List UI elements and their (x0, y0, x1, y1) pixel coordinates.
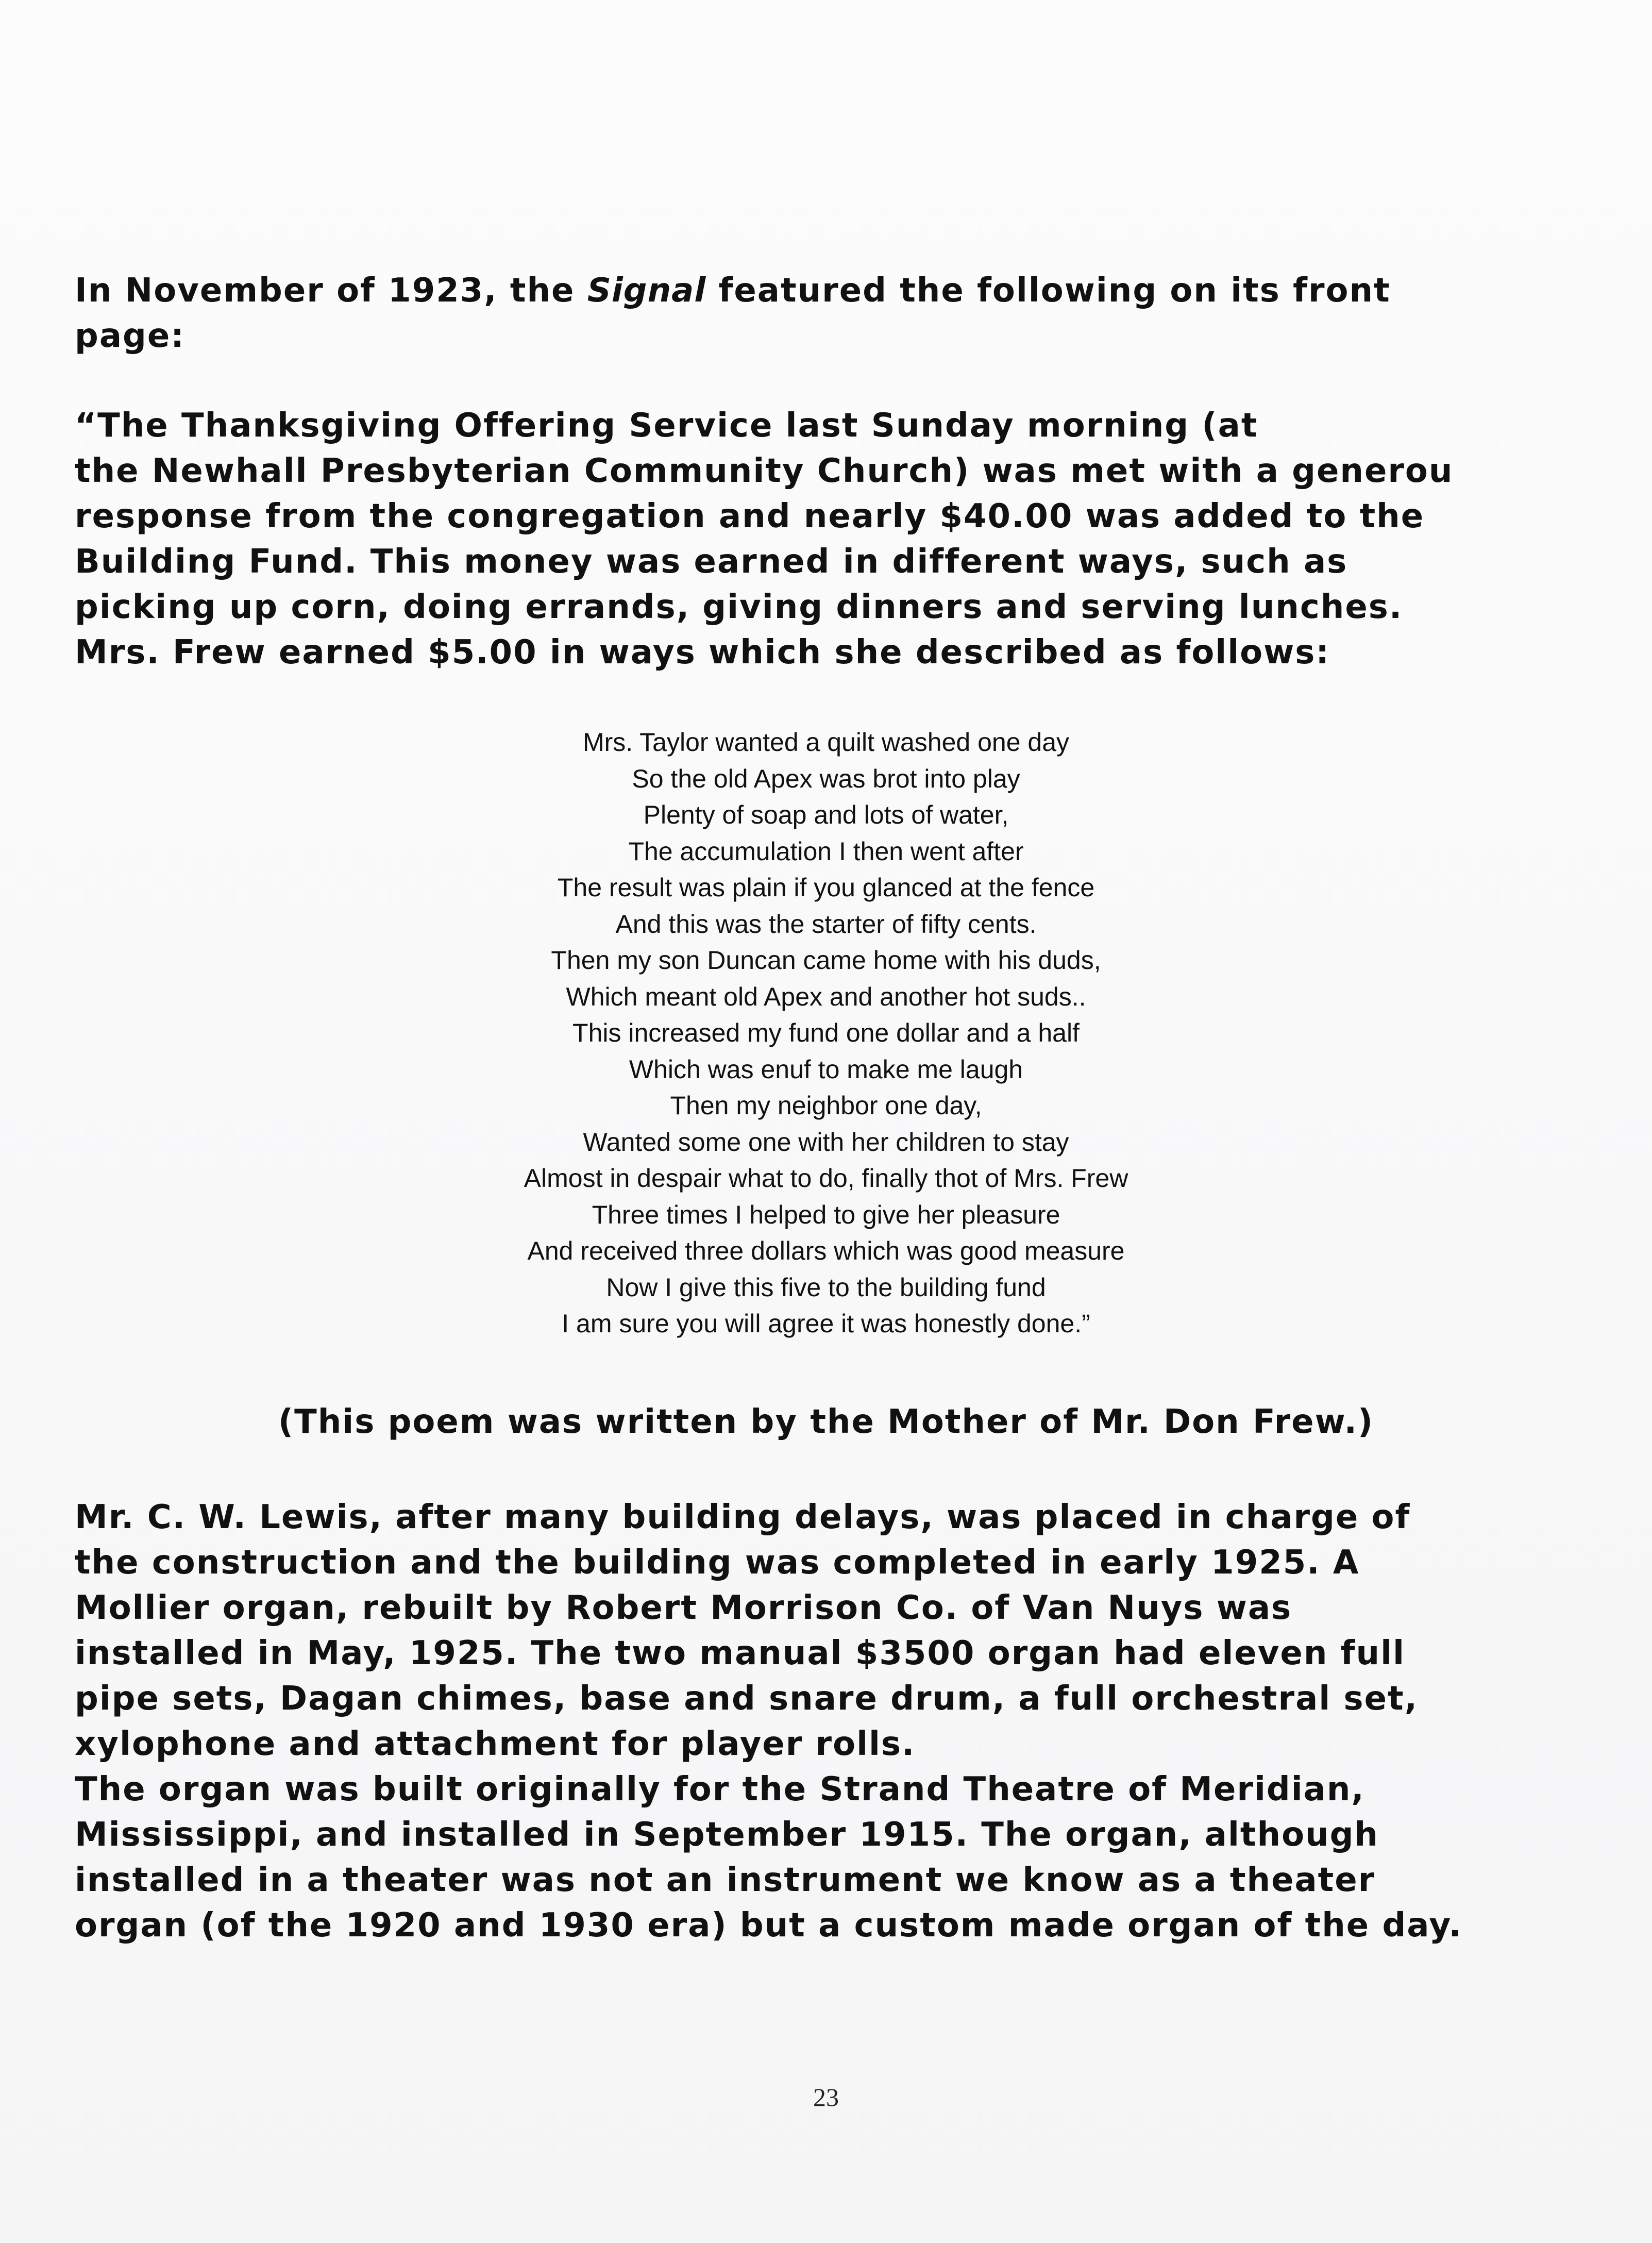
intro-line-1 (75, 268, 1600, 313)
intro-text-before: In November of 1923, the (75, 272, 587, 310)
signal-newspaper-title: Signal (587, 272, 706, 310)
closing-line: Mr. C. W. Lewis, after many building delays, was placed in charge of (75, 1498, 1411, 1536)
quote-line: Building Fund. This money was earned in different ways, such as (75, 543, 1348, 581)
closing-line: the construction and the building was completed in early 1925. A (75, 1544, 1360, 1582)
poem-line: Which meant old Apex and another hot suds.. (566, 982, 1086, 1011)
intro-paragraph (75, 268, 1600, 359)
poem-attribution: (This poem was written by the Mother of Mr. Don Frew.) (278, 1403, 1374, 1441)
closing-line: The organ was built originally for the Strand Theatre of Meridian, (75, 1770, 1365, 1809)
closing-line: organ (of the 1920 and 1930 era) but a custom made organ of the day. (75, 1906, 1462, 1945)
page-number: 23 (813, 2083, 839, 2112)
quote-line: Mrs. Frew earned $5.00 in ways which she described as follows: (75, 633, 1330, 672)
poem-line: Which was enuf to make me laugh (629, 1054, 1023, 1084)
closing-paragraph (75, 1495, 1600, 1948)
poem-line: The result was plain if you glanced at the fence (557, 873, 1095, 902)
poem-line: Then my son Duncan came home with his duds, (551, 946, 1101, 975)
poem-line: Wanted some one with her children to stay (583, 1127, 1069, 1157)
closing-line: pipe sets, Dagan chimes, base and snare drum, a full orchestral set, (75, 1680, 1418, 1718)
poem-line: Three times I helped to give her pleasure (592, 1200, 1060, 1229)
intro-line-2: page: (75, 317, 185, 355)
closing-line: installed in May, 1925. The two manual $3500 organ had eleven full (75, 1634, 1405, 1672)
closing-line: Mollier organ, rebuilt by Robert Morrison Co. of Van Nuys was (75, 1589, 1292, 1627)
closing-line: installed in a theater was not an instrument we know as a theater (75, 1861, 1376, 1899)
quote-line: picking up corn, doing errands, giving dinners and serving lunches. (75, 588, 1403, 626)
poem-line: This increased my fund one dollar and a half (572, 1018, 1080, 1047)
quote-line: response from the congregation and nearly $40.00 was added to the (75, 497, 1425, 535)
poem-line: So the old Apex was brot into play (632, 764, 1020, 793)
poem-line: Mrs. Taylor wanted a quilt washed one day (582, 728, 1070, 757)
closing-line: Mississippi, and installed in September 1915. The organ, although (75, 1816, 1379, 1854)
poem-line: Almost in despair what to do, finally thot of Mrs. Frew (524, 1164, 1128, 1193)
poem-line: The accumulation I then went after (628, 836, 1024, 866)
poem-line: Then my neighbor one day, (670, 1091, 982, 1120)
quote-line: “The Thanksgiving Offering Service last Sunday morning (at (75, 407, 1258, 445)
poem-line: And this was the starter of fifty cents. (615, 909, 1037, 939)
quote-line: the Newhall Presbyterian Community Church) was met with a generou (75, 452, 1454, 490)
quoted-article (75, 403, 1600, 675)
poem-line: Now I give this five to the building fund (606, 1273, 1046, 1302)
poem-line: Plenty of soap and lots of water, (643, 800, 1009, 829)
closing-line: xylophone and attachment for player rolls. (75, 1725, 916, 1763)
poem (0, 724, 1652, 1342)
intro-text-after: featured the following on its front (706, 272, 1391, 310)
poem-line: And received three dollars which was good measure (527, 1236, 1125, 1265)
poem-line: I am sure you will agree it was honestly done.” (562, 1309, 1090, 1338)
